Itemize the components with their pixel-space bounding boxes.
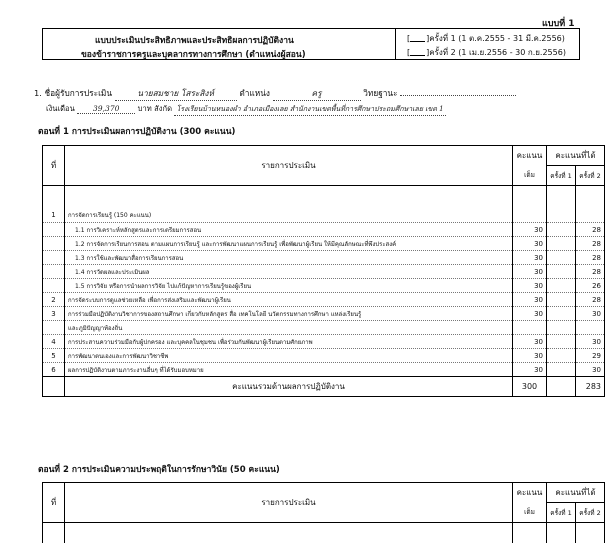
row-round1-score[interactable] bbox=[547, 223, 576, 237]
p2-col-no-header: ที่ bbox=[43, 483, 65, 523]
form-title-line2: ของข้าราชการครูและบุคลากรทางการศึกษา (ตำแหน่งผู้สอน) bbox=[81, 50, 306, 60]
row-round2-score[interactable]: 28 bbox=[576, 223, 605, 237]
col-r2-header: ครั้งที่ 2 bbox=[576, 166, 605, 186]
row-full-score: 30 bbox=[513, 363, 547, 377]
salary-field[interactable]: 39,370 bbox=[77, 104, 135, 114]
row-round1-score[interactable] bbox=[547, 349, 576, 363]
row-round2-score[interactable]: 28 bbox=[576, 251, 605, 265]
part1-title: ตอนที่ 1 การประเมินผลการปฏิบัติงาน (300 คะแนน) bbox=[38, 127, 236, 137]
p2-col-r2-header: ครั้งที่ 2 bbox=[576, 503, 605, 523]
row-number bbox=[43, 321, 65, 335]
table-row bbox=[43, 335, 605, 349]
row-round2-score[interactable]: 28 bbox=[576, 265, 605, 279]
row-round2-score[interactable]: 28 bbox=[576, 237, 605, 251]
row-number: 5 bbox=[43, 349, 65, 363]
row-full-score: 30 bbox=[513, 293, 547, 307]
rank-label: วิทยฐานะ bbox=[363, 88, 398, 98]
row-full-score: 30 bbox=[513, 349, 547, 363]
row-round1-score[interactable] bbox=[547, 237, 576, 251]
row-full-score: 30 bbox=[513, 307, 547, 321]
affiliation-label: สังกัด bbox=[154, 104, 173, 113]
row-item-text: 1.2 การจัดการเรียนการสอน ตามแผนการเรียนรู้ และการพัฒนาแผนการเรียนรู้ เพื่อพัฒนาผู้เรียน ให้มีคุณลักษณะที่พึงประสงค์ bbox=[65, 237, 513, 251]
baht-label: บาท bbox=[137, 104, 152, 113]
round2-label: ครั้งที่ 2 (1 เม.ย.2556 - 30 ก.ย.2556) bbox=[429, 48, 566, 57]
row-full-score: 30 bbox=[513, 237, 547, 251]
name-field[interactable]: นายสมชาย โสระสิงห์ bbox=[115, 86, 237, 101]
row-item-text: การจัดการเรียนรู้ (150 คะแนน) bbox=[65, 209, 513, 223]
col-full-header: คะแนน bbox=[513, 146, 547, 166]
row-round2-score[interactable] bbox=[576, 209, 605, 223]
row-round1-score[interactable] bbox=[547, 209, 576, 223]
col-got-header: คะแนนที่ได้ bbox=[547, 146, 605, 166]
row-number bbox=[43, 237, 65, 251]
table-row bbox=[43, 251, 605, 265]
row-round2-score[interactable]: 30 bbox=[576, 363, 605, 377]
table-row bbox=[43, 321, 605, 335]
row-item-text: และภูมิปัญญาท้องถิ่น bbox=[65, 321, 513, 335]
p2-col-full-header: คะแนน bbox=[513, 483, 547, 503]
row-round1-score[interactable] bbox=[547, 307, 576, 321]
row-number: 4 bbox=[43, 335, 65, 349]
part2-table bbox=[42, 482, 605, 543]
row-round2-score[interactable]: 29 bbox=[576, 349, 605, 363]
affiliation-field[interactable]: โรงเรียนบ้านหนองผำ อำเภอเมืองเลย สำนักงานเขตพื้นที่การศึกษาประถมศึกษาเลย เขต 1 bbox=[174, 104, 445, 116]
round1-option[interactable]: [ ]ครั้งที่ 1 (1 ต.ค.2555 - 31 มี.ค.2556) bbox=[407, 34, 565, 43]
row-full-score bbox=[513, 209, 547, 223]
part1-table bbox=[42, 145, 605, 397]
position-field[interactable]: ครู bbox=[273, 86, 361, 101]
row-round1-score[interactable] bbox=[547, 293, 576, 307]
info-line1 bbox=[34, 86, 516, 101]
row-item-text: 1.5 การวิจัย หรือการนำผลการวิจัย ไปแก้ปัญหาการเรียนรู้ของผู้เรียน bbox=[65, 279, 513, 293]
header-divider bbox=[395, 29, 396, 59]
row-number bbox=[43, 251, 65, 265]
row-full-score: 30 bbox=[513, 223, 547, 237]
row-number: 3 bbox=[43, 307, 65, 321]
row-full-score: 30 bbox=[513, 265, 547, 279]
total-round2[interactable]: 283 bbox=[576, 377, 605, 397]
info-line2 bbox=[46, 103, 446, 116]
row-round2-score[interactable]: 30 bbox=[576, 335, 605, 349]
total-full: 300 bbox=[513, 377, 547, 397]
header-box bbox=[42, 28, 580, 60]
row-round2-score[interactable]: 28 bbox=[576, 293, 605, 307]
row-number: 1 bbox=[43, 209, 65, 223]
table-row bbox=[43, 223, 605, 237]
col-full-header2: เต็ม bbox=[513, 166, 547, 186]
part2-title: ตอนที่ 2 การประเมินความประพฤติในการรักษาวินัย (50 คะแนน) bbox=[38, 465, 280, 475]
row-number bbox=[43, 223, 65, 237]
row-item-text: 1.1 การวิเคราะห์หลักสูตรและการเตรียมการสอน bbox=[65, 223, 513, 237]
row-item-text: 1.4 การวัดผลและประเมินผล bbox=[65, 265, 513, 279]
row-number: 2 bbox=[43, 293, 65, 307]
round2-checkbox[interactable] bbox=[410, 47, 425, 56]
round1-checkbox[interactable] bbox=[410, 33, 425, 42]
row-number: 6 bbox=[43, 363, 65, 377]
row-item-text: การพัฒนาตนเองและการพัฒนาวิชาชีพ bbox=[65, 349, 513, 363]
row-round1-score[interactable] bbox=[547, 251, 576, 265]
name-label: 1. ชื่อผู้รับการประเมิน bbox=[34, 88, 113, 98]
row-round2-score[interactable]: 26 bbox=[576, 279, 605, 293]
row-round1-score[interactable] bbox=[547, 363, 576, 377]
row-item-text: การร่วมมือปฏิบัติงานวิชาการของสถานศึกษา เกี่ยวกับหลักสูตร สื่อ เทคโนโลยี นวัตกรรมทางการศึกษา แหล่งเรียนรู้ bbox=[65, 307, 513, 321]
p2-col-item-header: รายการประเมิน bbox=[65, 483, 513, 523]
row-round1-score[interactable] bbox=[547, 265, 576, 279]
row-item-text: 1.3 การใช้และพัฒนาสื่อการเรียนการสอน bbox=[65, 251, 513, 265]
col-r1-header: ครั้งที่ 1 bbox=[547, 166, 576, 186]
row-full-score bbox=[513, 321, 547, 335]
p2-col-got-header: คะแนนที่ได้ bbox=[547, 483, 605, 503]
table-row bbox=[43, 279, 605, 293]
col-item-header: รายการประเมิน bbox=[65, 146, 513, 186]
row-full-score: 30 bbox=[513, 279, 547, 293]
round2-option[interactable]: [ ]ครั้งที่ 2 (1 เม.ย.2556 - 30 ก.ย.2556) bbox=[407, 48, 566, 57]
row-round2-score[interactable]: 30 bbox=[576, 307, 605, 321]
rank-field[interactable] bbox=[400, 95, 516, 96]
row-number bbox=[43, 265, 65, 279]
row-round2-score[interactable] bbox=[576, 321, 605, 335]
salary-label: เงินเดือน bbox=[46, 104, 75, 113]
row-full-score: 30 bbox=[513, 335, 547, 349]
row-round1-score[interactable] bbox=[547, 321, 576, 335]
row-full-score: 30 bbox=[513, 251, 547, 265]
row-item-text: การประสานความร่วมมือกับผู้ปกครอง และบุคคลในชุมชน เพื่อร่วมกันพัฒนาผู้เรียนตามศักยภาพ bbox=[65, 335, 513, 349]
table-row bbox=[43, 363, 605, 377]
table-row bbox=[43, 307, 605, 321]
form-number: แบบที่ 1 bbox=[542, 19, 575, 29]
table-row bbox=[43, 209, 605, 223]
row-round1-score[interactable] bbox=[547, 335, 576, 349]
total-round1[interactable] bbox=[547, 377, 576, 397]
p2-col-full-header2: เต็ม bbox=[513, 503, 547, 523]
table-row bbox=[43, 349, 605, 363]
total-label: คะแนนรวมด้านผลการปฏิบัติงาน bbox=[65, 377, 513, 397]
row-round1-score[interactable] bbox=[547, 279, 576, 293]
form-title-line1: แบบประเมินประสิทธิภาพและประสิทธิผลการปฏิบัติงาน bbox=[95, 36, 294, 46]
col-no-header: ที่ bbox=[43, 146, 65, 186]
round1-label: ครั้งที่ 1 (1 ต.ค.2555 - 31 มี.ค.2556) bbox=[429, 34, 565, 43]
table-row bbox=[43, 265, 605, 279]
row-number bbox=[43, 279, 65, 293]
p2-col-r1-header: ครั้งที่ 1 bbox=[547, 503, 576, 523]
row-item-text: ผลการปฏิบัติงานตามภาระงานอื่นๆ ที่ได้รับมอบหมาย bbox=[65, 363, 513, 377]
table-row bbox=[43, 237, 605, 251]
table-row bbox=[43, 293, 605, 307]
row-item-text: การจัดระบบการดูแลช่วยเหลือ เพื่อการส่งเสริมและพัฒนาผู้เรียน bbox=[65, 293, 513, 307]
position-label: ตำแหน่ง bbox=[239, 88, 270, 98]
